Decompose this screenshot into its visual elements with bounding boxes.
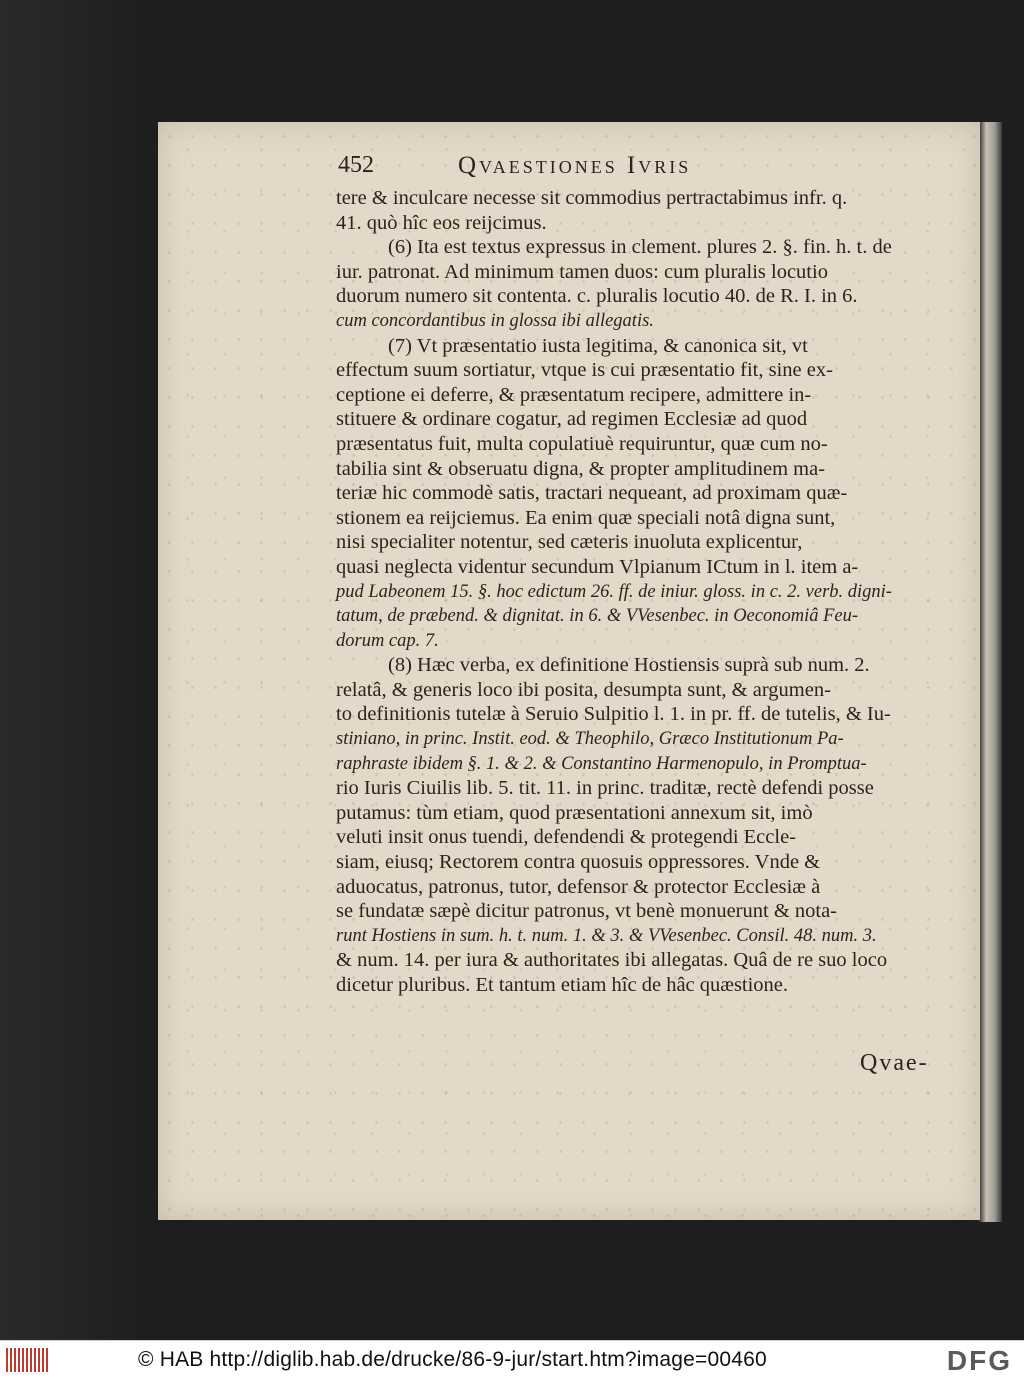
text-line: (8) Hæc verba, ex definitione Hostiensis suprà sub num. 2. [388, 654, 870, 677]
text-line: effectum suum sortiatur, vtque is cui præsentatio fit, sine ex- [336, 359, 833, 382]
text-line: putamus: tùm etiam, quod præsentationi annexum sit, imò [336, 801, 813, 824]
text-line: ceptione ei deferre, & præsentatum recipere, admittere in- [336, 383, 812, 406]
text-line: veluti insit onus tuendi, defendendi & protegendi Eccle- [336, 826, 796, 849]
text-line: runt Hostiens in sum. h. t. num. 1. & 3. & VVesenbec. Consil. 48. num. 3. [336, 925, 877, 946]
text-line: præsentatus fuit, multa copulatiuè requiruntur, quæ cum no- [336, 432, 828, 455]
text-line: dorum cap. 7. [336, 630, 439, 651]
text-line: 41. quò hîc eos reijcimus. [336, 211, 547, 234]
text-line: tatum, de præbend. & dignitat. in 6. & VVesenbec. in Oeconomiâ Feu- [336, 606, 859, 627]
text-line: teriæ hic commodè satis, tractari nequeant, ad proximam quæ- [336, 482, 848, 505]
text-line: siam, eiusq; Rectorem contra quosuis oppressores. Vnde & [336, 851, 821, 874]
footer-bar [0, 1340, 1024, 1379]
text-line: stiniano, in princ. Instit. eod. & Theophilo, Græco Institutionum Pa- [336, 729, 844, 750]
text-line: tabilia sint & obseruatu digna, & propter amplitudinem ma- [336, 457, 826, 480]
hab-logo-icon [6, 1348, 50, 1372]
text-line: stionem ea reijciemus. Ea enim quæ speciali notâ digna sunt, [336, 506, 836, 529]
text-line: cum concordantibus in glossa ibi allegatis. [336, 310, 654, 331]
catchword: Qvae- [860, 1050, 929, 1076]
background-left [0, 0, 160, 1340]
text-line: iur. patronat. Ad minimum tamen duos: cum pluralis locutio [336, 260, 828, 283]
text-line: relatâ, & generis loco ibi posita, desumpta sunt, & argumen- [336, 678, 831, 701]
text-line: rio Iuris Ciuilis lib. 5. tit. 11. in princ. traditæ, rectè defendi posse [336, 777, 874, 800]
text-line: pud Labeonem 15. §. hoc edictum 26. ff. de iniur. gloss. in c. 2. verb. digni- [336, 581, 892, 602]
text-line: dicetur pluribus. Et tantum etiam hîc de hâc quæstione. [336, 974, 789, 996]
text-line: stituere & ordinare cogatur, ad regimen Ecclesiæ ad quod [336, 408, 808, 431]
dfg-logo: DFG [946, 1345, 1012, 1376]
text-line: & num. 14. per iura & authoritates ibi allegatas. Quâ de re suo loco [336, 949, 888, 972]
text-line: (7) Vt præsentatio iusta legitima, & canonica sit, vt [388, 334, 808, 357]
text-line: aduocatus, patronus, tutor, defensor & protector Ecclesiæ à [336, 875, 821, 898]
text-line: se fundatæ sæpè dicitur patronus, vt benè monuerunt & nota- [336, 900, 838, 923]
body-text [336, 186, 956, 998]
copyright-link[interactable]: © HAB http://diglib.hab.de/drucke/86-9-jur/start.htm?image=00460 [138, 1348, 767, 1371]
text-line: duorum numero sit contenta. c. pluralis locutio 40. de R. I. in 6. [336, 285, 858, 308]
text-line: tere & inculcare necesse sit commodius pertractabimus infr. q. [336, 187, 848, 209]
page-header [338, 152, 958, 186]
text-line: raphraste ibidem §. 1. & 2. & Constantino Harmenopulo, in Promptua- [336, 753, 867, 774]
page-number: 452 [338, 152, 374, 178]
text-line: (6) Ita est textus expressus in clement. plures 2. §. fin. h. t. de [388, 236, 892, 259]
text-line: nisi specialiter notentur, sed cæteris inuoluta explicentur, [336, 531, 803, 554]
text-line: quasi neglecta videntur secundum Vlpianum ICtum in l. item a- [336, 555, 859, 578]
text-line: to definitionis tutelæ à Seruio Sulpitio l. 1. in pr. ff. de tutelis, & Iu- [336, 703, 891, 726]
running-head: Qvaestiones Ivris [458, 152, 692, 179]
next-page-edge [978, 122, 1002, 1222]
